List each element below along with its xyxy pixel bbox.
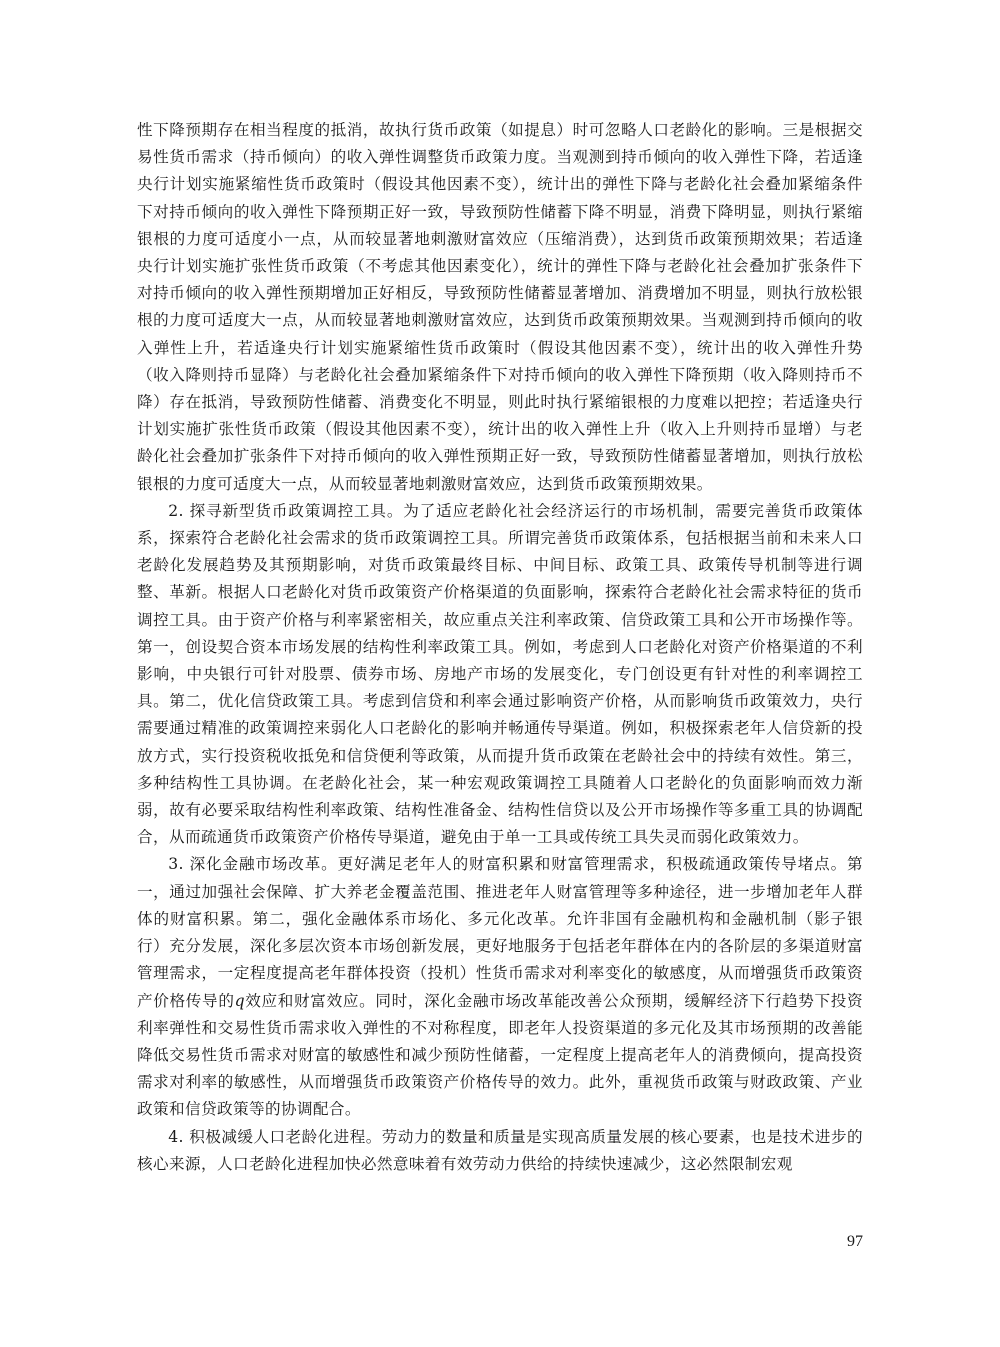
paragraph-monetary-tools: 2. 探寻新型货币政策调控工具。为了适应老龄化社会经济运行的市场机制，需要完善货币政策体系，探索符合老龄化社会需求的货币政策调控工具。所谓完善货币政策体系，包括根据当前和未来人口老龄化发展趋势及其预期影响，对货币政策最终目标、中间目标、政策工具、政策传导机制等进行调整、革新。根据人口老龄化对货币政策资产价格渠道的负面影响，探索符合老龄化社会需求特征的货币调控工具。由于资产价格与利率紧密相关，故应重点关注利率政策、信贷政策工具和公开市场操作等。第一，创设契合资本市场发展的结构性利率政策工具。例如，考虑到人口老龄化对资产价格渠道的不利影响，中央银行可针对股票、债券市场、房地产市场的发展变化，专门创设更有针对性的利率调控工具。第二，优化信贷政策工具。考虑到信贷和利率会通过影响资产价格，从而影响货币政策效力，央行需要通过精准的政策调控来弱化人口老龄化的影响并畅通传导渠道。例如，积极探索老年人信贷新的投放方式，实行投资税收抵免和信贷便利等政策，从而提升货币政策在老龄社会中的持续有效性。第三，多种结构性工具协调。在老龄化社会，某一种宏观政策调控工具随着人口老龄化的负面影响而效力渐弱，故有必要采取结构性利率政策、结构性准备金、结构性信贷以及公开市场操作等多重工具的协调配合，从而疏通货币政策资产价格传导渠道，避免由于单一工具或传统工具失灵而弱化政策效力。 — [137, 501, 863, 847]
q-symbol: q — [234, 991, 245, 1010]
paragraph-aging-slowdown: 4. 积极减缓人口老龄化进程。劳动力的数量和质量是实现高质量发展的核心要素，也是技术进步的核心来源，人口老龄化进程加快必然意味着有效劳动力供给的持续快速减少，这必然限制宏观 — [137, 1127, 863, 1173]
paragraph-text-part: 3. 深化金融市场改革。更好满足老年人的财富积累和财富管理需求，积极疏通政策传导堵点。第一，通过加强社会保障、扩大养老金覆盖范围、推进老年人财富管理等多种途径，进一步增加老年人群体的财富积累。第二，强化金融体系市场化、多元化改革。允许非国有金融机构和金融机制（影子银行）充分发展，深化多层次资本市场创新发展，更好地服务于包括老年群体在内的各阶层的多渠道财富管理需求，一定程度提高老年群体投资（投机）性货币需求对利率变化的敏感度，从而增强货币政策资产价格传导的 — [137, 855, 863, 1010]
article-body — [137, 117, 863, 1178]
paragraph-text-part: 效应和财富效应。同时，深化金融市场改革能改善公众预期，缓解经济下行趋势下投资利率弹性和交易性货币需求收入弹性的不对称程度，即老年人投资渠道的多元化及其市场预期的改善能降低交易性货币需求对财富的敏感性和减少预防性储蓄，一定程度上提高老年人的消费倾向，提高投资需求对利率的敏感性，从而增强货币政策资产价格传导的效力。此外，重视货币政策与财政政策、产业政策和信贷政策等的协调配合。 — [137, 991, 864, 1119]
paragraph-continuation: 性下降预期存在相当程度的抵消，故执行货币政策（如提息）时可忽略人口老龄化的影响。三是根据交易性货币需求（持币倾向）的收入弹性调整货币政策力度。当观测到持币倾向的收入弹性下降，若适逢央行计划实施紧缩性货币政策时（假设其他因素不变），统计出的弹性下降与老龄化社会叠加紧缩条件下对持币倾向的收入弹性下降预期正好一致，导致预防性储蓄下降不明显，消费下降明显，则执行紧缩银根的力度可适度小一点，从而较显著地刺激财富效应（压缩消费），达到货币政策预期效果；若适逢央行计划实施扩张性货币政策（不考虑其他因素变化），统计的弹性下降与老龄化社会叠加扩张条件下对持币倾向的收入弹性预期增加正好相反，导致预防性储蓄显著增加、消费增加不明显，则执行放松银根的力度可适度大一点，从而较显著地刺激财富效应，达到货币政策预期效果。当观测到持币倾向的收入弹性上升，若适逢央行计划实施紧缩性货币政策时（假设其他因素不变），统计出的收入弹性升势（收入降则持币显降）与老龄化社会叠加紧缩条件下对持币倾向的收入弹性下降预期（收入降则持币不降）存在抵消，导致预防性储蓄、消费变化不明显，则此时执行紧缩银根的力度难以把控；若适逢央行计划实施扩张性货币政策（假设其他因素不变），统计出的收入弹性上升（收入上升则持币显增）与老龄化社会叠加扩张条件下对持币倾向的收入弹性预期正好一致，导致预防性储蓄显著增加，则执行放松银根的力度可适度大一点，从而较显著地刺激财富效应，达到货币政策预期效果。 — [137, 121, 863, 493]
paragraph-financial-reform — [137, 851, 863, 1123]
page-number: 97 — [847, 1233, 863, 1250]
